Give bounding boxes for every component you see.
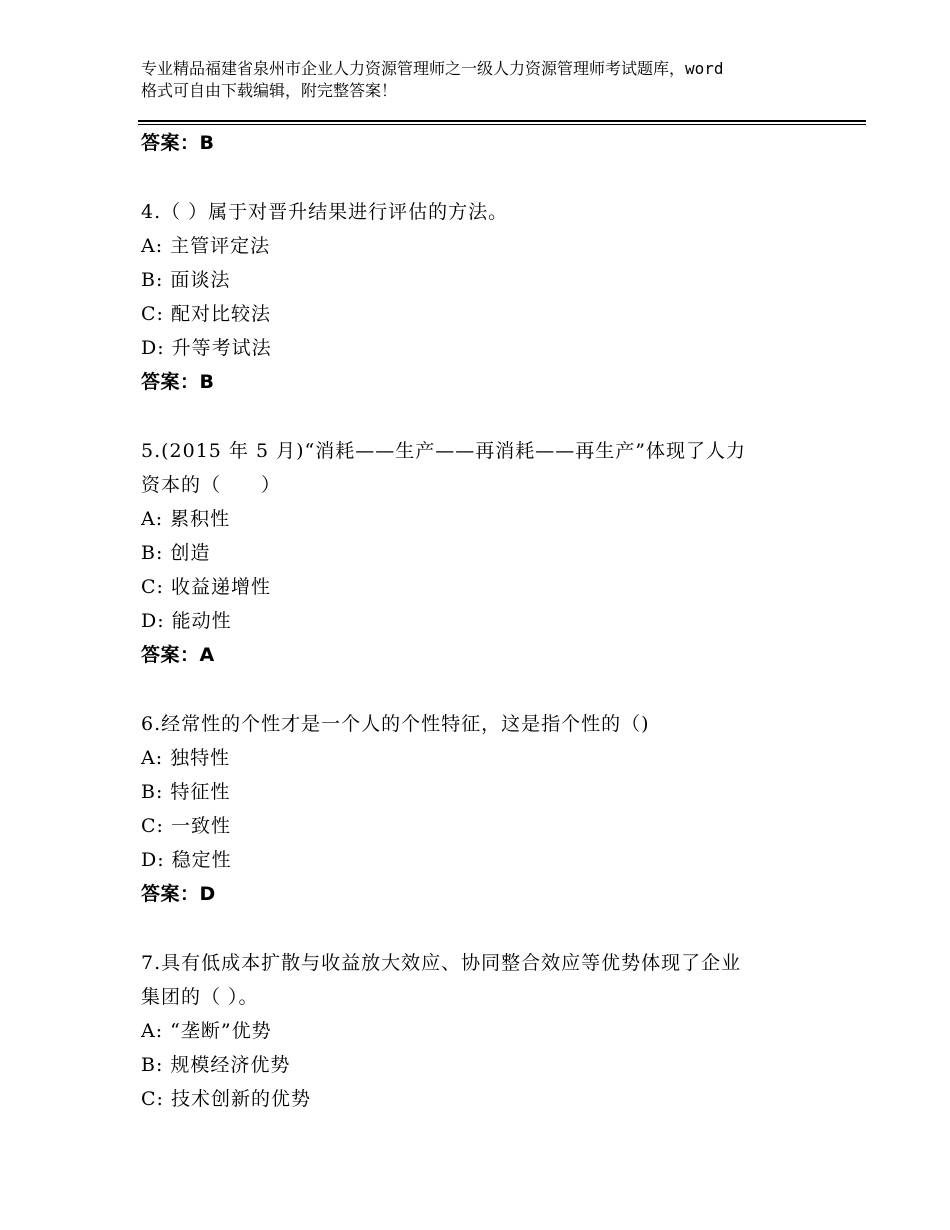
- question-4-option-b: B: 面谈法: [141, 269, 231, 291]
- question-7-option-c: C: 技术创新的优势: [141, 1088, 311, 1110]
- question-4-option-a: A: 主管评定法: [141, 235, 271, 257]
- question-6-option-b: B: 特征性: [141, 781, 231, 803]
- document-header: [141, 58, 841, 102]
- question-4-option-c: C: 配对比较法: [141, 303, 271, 325]
- question-7-option-a: A: “垄断”优势: [141, 1020, 272, 1042]
- answer-q5: 答案：A: [141, 644, 215, 666]
- header-divider-thick: [138, 120, 866, 122]
- question-5-option-d: D: 能动性: [141, 610, 232, 632]
- answer-q3: 答案：B: [141, 132, 215, 154]
- header-line-2: 格式可自由下载编辑，附完整答案！: [141, 81, 398, 100]
- header-divider-thin: [138, 124, 866, 125]
- question-4-option-d: D: 升等考试法: [141, 337, 272, 359]
- answer-q4: 答案：B: [141, 371, 215, 393]
- header-line-1: 专业精品福建省泉州市企业人力资源管理师之一级人力资源管理师考试题库，word: [141, 59, 724, 78]
- question-7-stem-line-2: 集团的（ ）。: [141, 986, 259, 1008]
- question-6-option-c: C: 一致性: [141, 815, 231, 837]
- question-5-option-a: A: 累积性: [141, 508, 231, 530]
- question-7-stem-line-1: 7.具有低成本扩散与收益放大效应、协同整合效应等优势体现了企业: [141, 952, 742, 974]
- answer-q6: 答案：D: [141, 883, 216, 905]
- question-6-option-a: A: 独特性: [141, 747, 231, 769]
- question-5-option-c: C: 收益递增性: [141, 576, 271, 598]
- question-5-option-b: B: 创造: [141, 542, 211, 564]
- question-4-stem: 4.（ ）属于对晋升结果进行评估的方法。: [141, 201, 509, 223]
- question-5-stem-line-2: 资本的（ ）: [141, 474, 282, 496]
- question-7-option-b: B: 规模经济优势: [141, 1054, 291, 1076]
- question-5-stem-line-1: 5.(2015 年 5 月)“消耗——生产——再消耗——再生产”体现了人力: [141, 440, 746, 462]
- question-6-stem: 6.经常性的个性才是一个人的个性特征，这是指个性的（): [141, 713, 650, 735]
- question-6-option-d: D: 稳定性: [141, 849, 232, 871]
